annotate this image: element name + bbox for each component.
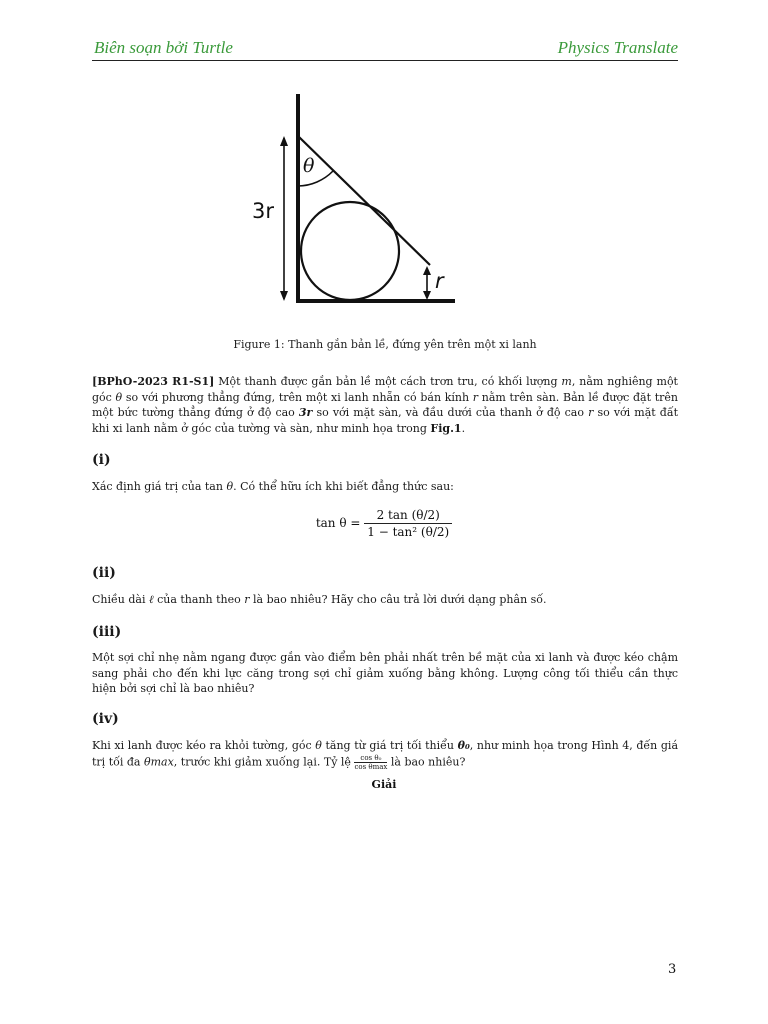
figure-reference: Fig.1 (430, 421, 462, 435)
section-i-title: (i) (92, 452, 111, 468)
rod-line (298, 136, 430, 265)
figure-rod-cylinder (240, 88, 470, 313)
cos-ratio: $\frac{\text{cos θ₀}}{\text{cos θmax}}$ (354, 753, 388, 771)
solution-heading: Giải (371, 778, 397, 791)
section-iv-text: Khi xi lanh được kéo ra khỏi tường, góc θ tăng từ giá trị tối thiểu θ₀, như minh họa trong Hình 4, đến giá trị tối đa θmax, trước khi giảm xuống lại. Tỷ lệ $\frac{\text{cos θ₀}}{\text{cos θmax}}$ là bao nhiêu? (92, 739, 678, 771)
problem-tag: [BPhO-2023 R1-S1] (92, 375, 215, 388)
page-header (92, 38, 678, 61)
header-title: Physics Translate (557, 38, 678, 57)
tan-identity-formula: tan θ = $\frac{2 \tan (\theta/2)}{\text{1 − tan² (θ/2)}}$ (0, 508, 768, 539)
section-ii-title: (ii) (92, 565, 116, 581)
page-number: 3 (668, 962, 677, 977)
label-3r: 3r (252, 199, 274, 223)
header-author: Biên soạn bởi Turtle (94, 38, 233, 57)
label-theta: θ (303, 155, 315, 177)
section-iv-title: (iv) (92, 711, 119, 727)
section-iii-title: (iii) (92, 624, 122, 640)
problem-intro: [BPhO-2023 R1-S1] Một thanh được gắn bản lề một cách trơn tru, có khối lượng m, nằm nghiêng một góc θ so với phương thẳng đứng, trên một xi lanh nhẵn có bán kính r nằm trên sàn. Bản lề được đặt trên một bức tường thẳng đứng ở độ cao 3r so với mặt sàn, và đầu dưới của thanh ở độ cao r so với mặt đất khi xi lanh nằm ở góc của tường và sàn, như minh họa trong Fig.1. (92, 375, 678, 435)
label-r: r (435, 269, 444, 293)
section-iii-text: Một sợi chỉ nhẹ nằm ngang được gắn vào điểm bên phải nhất trên bề mặt của xi lanh và được kéo chậm sang phải cho đến khi lực căng trong sợi chỉ giảm xuống bằng không. Lượng công tối thiểu cần thực hiện bởi sợi chỉ là bao nhiêu? (92, 651, 678, 695)
figure-caption: Figure 1: Thanh gắn bản lề, đứng yên trên một xi lanh (233, 338, 537, 351)
cylinder-circle (301, 202, 399, 300)
section-i-text: Xác định giá trị của tan θ. Có thể hữu ích khi biết đẳng thức sau: (92, 480, 454, 493)
section-ii-text: Chiều dài ℓ của thanh theo r là bao nhiêu? Hãy cho câu trả lời dưới dạng phân số. (92, 593, 547, 606)
